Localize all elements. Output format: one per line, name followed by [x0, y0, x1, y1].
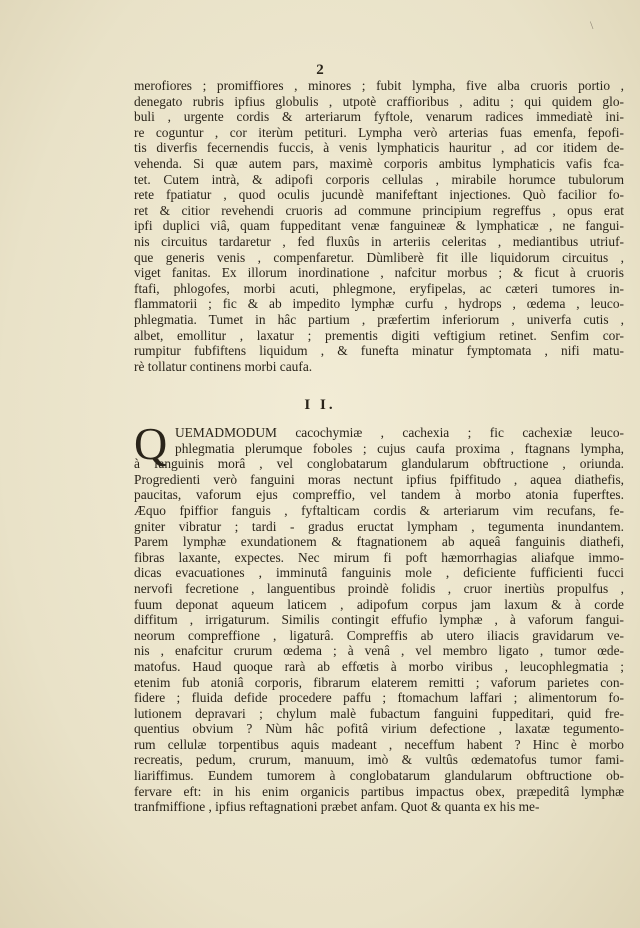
text-line: UEMADMODUM cacochymiæ , cachexia ; fic cachexiæ leuco- — [175, 425, 624, 440]
text-line: phlegmatia plerumque foboles ; cujus caufa proxima , ftagnans lympha, — [175, 440, 624, 456]
text-line: tranfmiffione , ipfius reftagnationi præbet anfam. Quot & quanta ex his me- — [134, 799, 540, 815]
text-line: gniter vibratur ; tardi - gradus eructat lympham , tegumenta inundantem. — [134, 518, 624, 534]
text-line: lutionem depravari ; chylum malè fubactum fanguini fuppeditari, quid fre- — [134, 705, 624, 721]
text-line: nervofi fecretione , languentibus proindè folidis , cruor inertiùs propulfus , — [134, 580, 624, 596]
signature-mark: 2 — [316, 62, 324, 78]
text-line: denegato rubris ipfius globulis , utpotè craffioribus , aditu ; qui quidem glo- — [134, 93, 624, 109]
text-line: fibras laxante, expectes. Nec mirum fi poft hæmorrhagias aliafque immo- — [134, 549, 624, 565]
text-line: fervare eft: in his enim organicis partibus impactus obex, præpeditâ lymphæ — [134, 783, 624, 799]
text-line: tis diverfis fecernendis fuccis, à venis lymphaticis hauritur , ad cor itidem de- — [134, 140, 624, 156]
text-line: matofus. Haud quoque rarà ab effœtis à morbo viribus , leucophlegmatia ; — [134, 658, 624, 674]
paragraph-2 — [134, 425, 624, 815]
text-line: recreatis, pedum, crurum, manuum, imò & vultûs œdematofus tumor fami- — [134, 752, 624, 768]
text-line: rete fpatiatur , quod oculis jucundè manifeftant injectiones. Quò facilior fo- — [134, 187, 624, 203]
section-heading: I I. — [304, 397, 336, 413]
text-line: nis circuitus tardaretur , fed fluxûs in arteriis celeritas , mediantibus utriuf- — [134, 233, 624, 249]
text-line: viget fanitas. Ex illorum inordinatione , nafcitur morbus ; & ficut à cruoris — [134, 265, 624, 281]
paragraph-1 — [134, 78, 624, 374]
text-line: neorum compreffione , ligaturâ. Compreffis ab utero iliacis gravidarum ve- — [134, 627, 624, 643]
text-line: dicas evacuationes , imminutâ fanguinis mole , deficiente fufficienti fucci — [134, 565, 624, 581]
text-line: etenim fub atoniâ corporis, fibrarum elaterem remitti ; vaforum parietes con- — [134, 674, 624, 690]
text-line: nis , enafcitur crurum œdema ; à venâ , vel membro ligato , tumor œde- — [134, 643, 624, 659]
text-line: merofiores ; promiffiores , minores ; fubit lympha, five alba cruoris portio , — [134, 78, 624, 93]
text-line: à fanguinis morâ , vel conglobatarum glandularum obftructione , oriunda. — [134, 456, 624, 472]
text-line: fuum deponat aqueum laticem , adipofum corpus jam laxum & à corde — [134, 596, 624, 612]
text-line: re coguntur , cor iterùm petituri. Lympha verò arterias fuas emenfa, fepofi- — [134, 124, 624, 140]
text-line: fidere ; fluida defide procedere paffu ; ftomachum laffari ; alimentorum fo- — [134, 690, 624, 706]
text-line: rum cellulæ torpentibus aquis madeant , neceffum habent ? Hinc è morbo — [134, 736, 624, 752]
margin-mark: \ — [590, 18, 594, 32]
drop-cap: Q — [134, 418, 168, 469]
text-line: liariffimus. Eundem tumorem à conglobatarum glandularum obftructione ob- — [134, 768, 624, 784]
text-line: rumpitur fubfiftens liquidum , & funefta minatur fymptomata , nifi matu- — [134, 343, 624, 359]
text-line: tet. Cutem intrà, & adipofi corporis cellulas , mirabile horumce tubulorum — [134, 171, 624, 187]
text-line: buli , urgente cordis & arteriarum fyftole, venarum radices immediatè ini- — [134, 109, 624, 125]
text-line: ipfi duplici viâ, quam fuppeditant venæ fanguineæ & lymphaticæ , ne fangui- — [134, 218, 624, 234]
text-line: Æquo fpiffior fanguis , fyftalticam cordis & arteriarum vim recufans, fe- — [134, 502, 624, 518]
text-line: diffitum , irrigaturum. Similis contingit effufio lymphæ , à vaforum fangui- — [134, 612, 624, 628]
text-line: phlegmatia. Tumet in hâc partium , præfertim inferiorum , univerfa cutis , — [134, 311, 624, 327]
text-line: paucitas, vaforum ejus compreffio, vel tandem à morbo atonia fuperftes. — [134, 487, 624, 503]
text-line: rè tollatur continens morbi caufa. — [134, 358, 313, 374]
text-line: ftafi, phlogofes, morbi acuti, phlegmone, eryfipelas, ac cæteri tumores in- — [134, 280, 624, 296]
text-line: flammatorii ; fic & ab impedito lymphæ curfu , hydrops , œdema , leuco- — [134, 296, 624, 312]
text-line: albet, emollitur , laxatur ; prementis digiti veftigium retinet. Senfim cor- — [134, 327, 624, 343]
text-line: vehenda. Si quæ autem pars, maximè corporis ambitus lymphaticis vafis fca- — [134, 155, 624, 171]
text-line: Parem lymphæ exundationem & ftagnationem ab aqueâ fanguinis diathefi, — [134, 534, 624, 550]
text-line: que generis venis , compenfaretur. Dùmliberè fit ille liquidorum circuitus , — [134, 249, 624, 265]
text-line: Progredienti verò fanguini moras nectunt ipfius fpiffitudo , aquea diathefis, — [134, 471, 624, 487]
text-line: ret & citior revehendi cruoris ad commune principium regreffus , opus erat — [134, 202, 624, 218]
text-line: quentius obvium ? Nùm hâc pofitâ virium defectione , laxatæ tegumento- — [134, 721, 624, 737]
